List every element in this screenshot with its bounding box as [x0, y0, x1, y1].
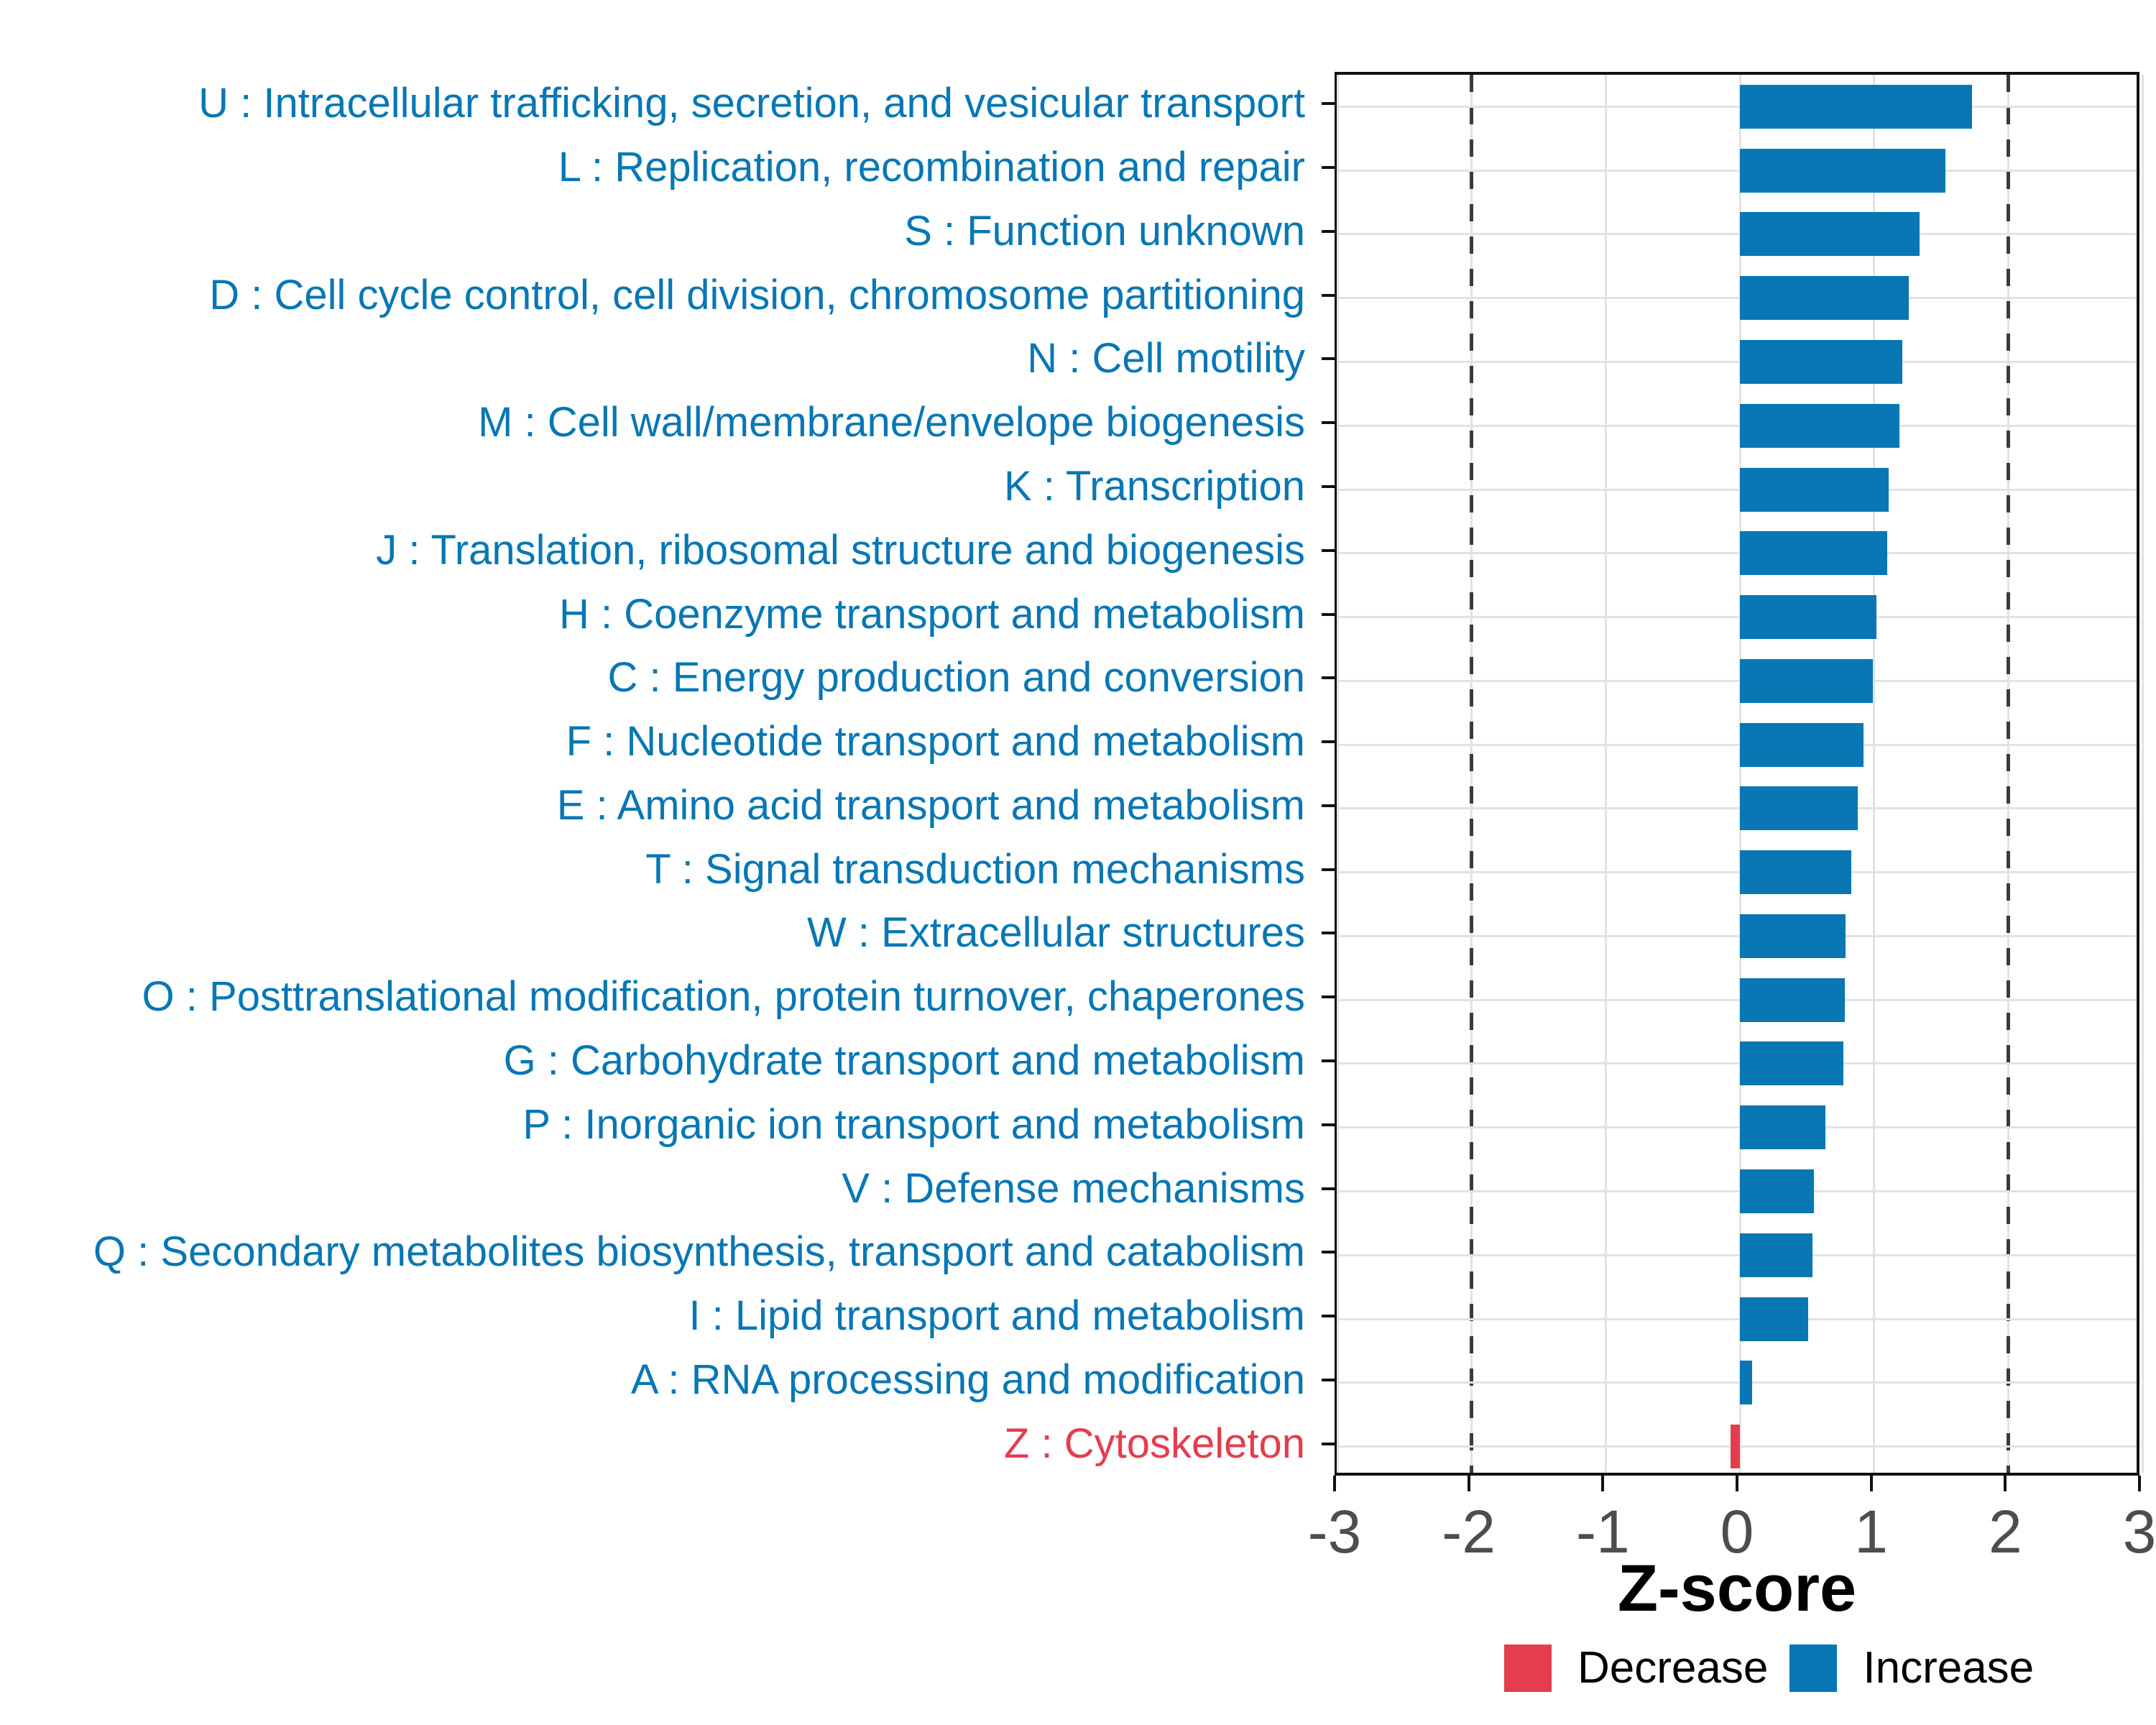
bar-u — [1740, 85, 1972, 129]
category-label: T : Signal transduction mechanisms — [645, 845, 1305, 893]
x-gridline — [2142, 75, 2144, 1473]
legend-swatch-icon — [1789, 1644, 1837, 1692]
y-axis-tick — [1322, 1123, 1335, 1126]
dashed-reference-line — [1470, 75, 1473, 1473]
y-gridline — [1337, 106, 2137, 108]
bar-c — [1740, 659, 1873, 703]
bar-q — [1740, 1233, 1812, 1277]
x-tick-label: 3 — [2122, 1498, 2156, 1565]
y-axis-tick — [1322, 740, 1335, 743]
x-axis-tick — [1333, 1476, 1336, 1491]
y-axis-tick — [1322, 421, 1335, 424]
category-label: K : Transcription — [1003, 463, 1305, 510]
y-axis-tick — [1322, 995, 1335, 998]
x-gridline — [1605, 75, 1607, 1473]
x-tick-label: -1 — [1575, 1498, 1630, 1565]
y-axis-tick — [1322, 357, 1335, 360]
bar-o — [1740, 978, 1845, 1022]
bar-m — [1740, 404, 1899, 448]
category-label: S : Function unknown — [904, 207, 1305, 254]
dashed-reference-line — [2007, 75, 2010, 1473]
bar-z — [1731, 1425, 1740, 1468]
legend-label: Increase — [1863, 1643, 2035, 1693]
bar-f — [1740, 723, 1864, 767]
y-gridline — [1337, 999, 2137, 1001]
y-gridline — [1337, 871, 2137, 873]
y-axis-tick — [1322, 1251, 1335, 1254]
x-gridline — [1337, 75, 1339, 1473]
y-gridline — [1337, 807, 2137, 809]
y-gridline — [1337, 1381, 2137, 1384]
y-gridline — [1337, 1190, 2137, 1192]
x-axis-tick — [1601, 1476, 1604, 1491]
bar-g — [1740, 1041, 1843, 1085]
y-gridline — [1337, 1062, 2137, 1064]
category-label: N : Cell motility — [1027, 335, 1305, 382]
legend-label: Decrease — [1577, 1643, 1769, 1693]
y-axis-tick — [1322, 1187, 1335, 1190]
y-gridline — [1337, 233, 2137, 235]
bar-l — [1740, 149, 1945, 193]
category-label: V : Defense mechanisms — [842, 1164, 1305, 1212]
bar-p — [1740, 1105, 1825, 1149]
legend-swatch-icon — [1504, 1644, 1552, 1692]
bar-v — [1740, 1169, 1814, 1213]
y-gridline — [1337, 935, 2137, 937]
y-gridline — [1337, 1254, 2137, 1256]
y-axis-tick — [1322, 613, 1335, 616]
category-label: O : Posttranslational modification, protein turnover, chaperones — [142, 973, 1305, 1021]
y-axis-tick — [1322, 804, 1335, 807]
y-axis-tick — [1322, 166, 1335, 169]
bar-w — [1740, 914, 1846, 958]
y-axis-tick — [1322, 676, 1335, 679]
bar-d — [1740, 276, 1909, 320]
category-label: G : Carbohydrate transport and metabolism — [503, 1036, 1305, 1084]
bar-h — [1740, 595, 1876, 639]
bar-k — [1740, 468, 1889, 512]
bar-n — [1740, 340, 1902, 384]
y-axis-tick — [1322, 932, 1335, 934]
legend-item-increase — [1789, 1642, 2034, 1693]
category-label: M : Cell wall/membrane/envelope biogenesis — [478, 399, 1305, 446]
y-axis-tick — [1322, 230, 1335, 233]
bar-a — [1740, 1361, 1752, 1404]
x-axis-title: Z-score — [1617, 1552, 1857, 1625]
category-label: H : Coenzyme transport and metabolism — [559, 590, 1305, 638]
y-gridline — [1337, 1318, 2137, 1320]
y-gridline — [1337, 1126, 2137, 1128]
category-label: Q : Secondary metabolites biosynthesis, transport and catabolism — [93, 1228, 1305, 1276]
category-label: W : Extracellular structures — [807, 909, 1305, 957]
y-gridline — [1337, 552, 2137, 554]
x-axis-tick — [1468, 1476, 1470, 1491]
y-gridline — [1337, 489, 2137, 491]
x-tick-label: 1 — [1854, 1498, 1889, 1565]
x-axis-tick — [2004, 1476, 2007, 1491]
y-axis-tick — [1322, 294, 1335, 297]
category-label: E : Amino acid transport and metabolism — [556, 781, 1305, 829]
x-tick-label: 0 — [1720, 1498, 1754, 1565]
category-label: J : Translation, ribosomal structure and biogenesis — [376, 526, 1305, 574]
category-label: U : Intracellular trafficking, secretion, and vesicular transport — [198, 80, 1305, 127]
x-axis-tick — [1736, 1476, 1738, 1491]
x-axis-tick — [1870, 1476, 1873, 1491]
category-label: A : RNA processing and modification — [630, 1356, 1305, 1403]
y-gridline — [1337, 297, 2137, 299]
y-axis-tick — [1322, 1059, 1335, 1062]
y-axis-tick — [1322, 868, 1335, 871]
y-axis-tick — [1322, 1443, 1335, 1445]
category-label: I : Lipid transport and metabolism — [688, 1292, 1305, 1340]
x-tick-label: 2 — [1988, 1498, 2022, 1565]
category-label: C : Energy production and conversion — [607, 654, 1305, 702]
y-axis-tick — [1322, 549, 1335, 552]
y-axis-tick — [1322, 102, 1335, 105]
y-gridline — [1337, 680, 2137, 682]
y-axis-tick — [1322, 1379, 1335, 1381]
x-axis-tick — [2138, 1476, 2141, 1491]
y-gridline — [1337, 616, 2137, 618]
category-label: Z : Cytoskeleton — [1003, 1420, 1305, 1467]
x-tick-label: -3 — [1307, 1498, 1362, 1565]
legend-item-decrease — [1504, 1642, 1768, 1693]
legend — [1504, 1642, 2034, 1693]
category-label: L : Replication, recombination and repair — [558, 144, 1305, 191]
category-label: D : Cell cycle control, cell division, chromosome partitioning — [209, 271, 1305, 318]
y-gridline — [1337, 744, 2137, 746]
bar-t — [1740, 850, 1851, 894]
y-gridline — [1337, 170, 2137, 172]
bar-e — [1740, 786, 1858, 830]
category-label: F : Nucleotide transport and metabolism — [566, 718, 1305, 765]
bar-i — [1740, 1297, 1808, 1341]
plot-panel — [1335, 72, 2139, 1476]
y-gridline — [1337, 425, 2137, 427]
category-label: P : Inorganic ion transport and metabolism — [522, 1100, 1305, 1148]
y-axis-tick — [1322, 485, 1335, 488]
y-axis-tick — [1322, 1315, 1335, 1317]
x-tick-label: -2 — [1442, 1498, 1496, 1565]
bar-s — [1740, 212, 1920, 256]
bar-j — [1740, 531, 1887, 575]
y-gridline — [1337, 361, 2137, 363]
